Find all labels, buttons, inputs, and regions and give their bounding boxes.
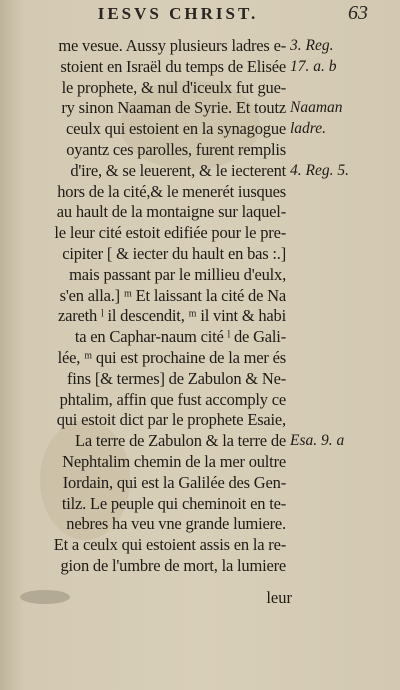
text-line: ry sinon Naaman de Syrie. Et toutz: [61, 98, 286, 118]
text-line: le leur cité estoit edifiée pour le pre-: [54, 223, 286, 243]
margin-note: 3. Reg.: [290, 37, 334, 54]
margin-note: ladre.: [290, 120, 327, 138]
text-line: La terre de Zabulon & la terre de: [75, 431, 286, 451]
text-line: gion de l'umbre de mort, la lumiere: [60, 555, 286, 575]
page-number: 63: [348, 2, 368, 24]
text-line: d'ire, & se leuerent, & le iecterent: [70, 160, 286, 180]
margin-note: Naaman: [290, 99, 343, 117]
margin-note: 4. Reg. 5.: [290, 161, 349, 179]
body-text: [0, 36, 286, 577]
text-line: nebres ha veu vne grande lumiere.: [66, 514, 286, 534]
text-line: hors de la cité,& le menerét iusques: [57, 181, 286, 201]
ink-smudge: [20, 590, 70, 604]
text-line: oyantz ces parolles, furent remplis: [66, 139, 286, 159]
catchword: leur: [266, 588, 292, 607]
text-line: ta en Caphar-naum cité ˡ de Gali-: [74, 327, 286, 347]
text-line: stoient en Israël du temps de Elisée: [60, 56, 286, 76]
text-line: ceulx qui estoient en la synagogue: [65, 119, 286, 139]
text-line: le prophete, & nul d'iceulx fut gue-: [61, 77, 286, 97]
text-line: Nephtalim chemin de la mer oultre: [62, 451, 286, 471]
text-line: au hault de la montaigne sur laquel-: [56, 202, 286, 222]
text-line: me vesue. Aussy plusieurs ladres e-: [58, 36, 286, 55]
text-line: s'en alla.] ᵐ Et laissant la cité de Na: [59, 285, 286, 305]
text-line: cipiter [ & iecter du hault en bas :.]: [62, 243, 286, 263]
text-line: tilz. Le peuple qui cheminoit en te-: [61, 493, 286, 513]
margin-note: Esa. 9. a: [290, 432, 345, 450]
text-line: lée, ᵐ qui est prochaine de la mer és: [57, 347, 286, 367]
text-line: qui estoit dict par le prophete Esaie,: [56, 410, 286, 430]
text-line: fins [& termes] de Zabulon & Ne-: [66, 368, 286, 388]
margin-note: 17. a. b: [290, 57, 337, 75]
page-header: [28, 4, 368, 28]
text-line: Iordain, qui est la Galilée des Gen-: [62, 472, 286, 492]
running-title: IESVS CHRIST.: [97, 4, 259, 23]
text-line: Et a ceulx qui estoient assis en la re-: [53, 535, 286, 555]
text-line: phtalim, affin que fust accomply ce: [59, 389, 286, 409]
text-line: zareth ˡ il descendit, ᵐ il vint & habi: [58, 306, 286, 326]
text-line: mais passant par le millieu d'eulx,: [69, 264, 286, 284]
